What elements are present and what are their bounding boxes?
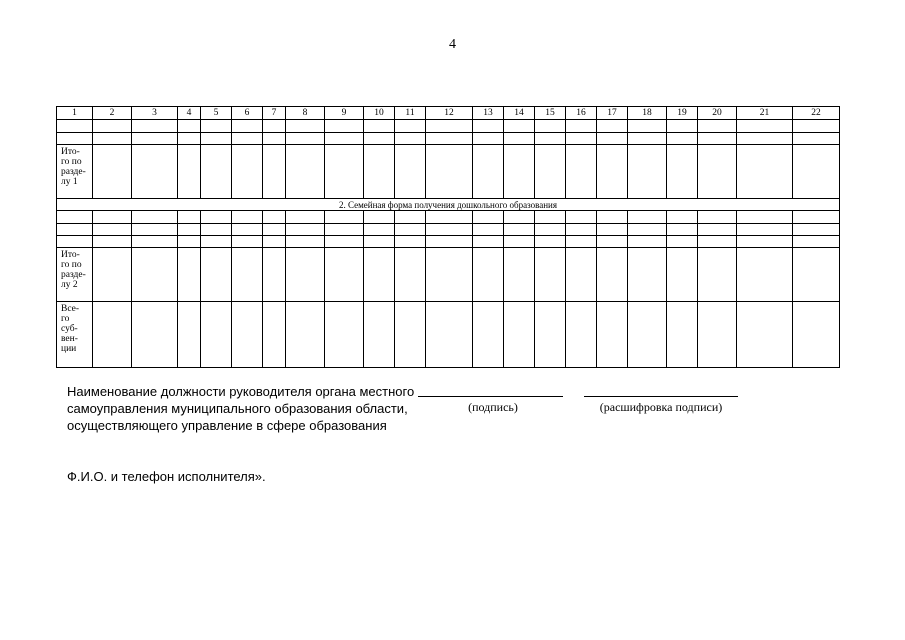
column-header: 15 xyxy=(535,107,566,120)
column-header: 16 xyxy=(566,107,597,120)
column-header: 2 xyxy=(93,107,132,120)
blank-row xyxy=(57,235,840,247)
signature-caption: (подпись) xyxy=(468,400,518,414)
total-section-1-row xyxy=(57,144,840,198)
executor-info-text: Ф.И.О. и телефон исполнителя». xyxy=(67,469,266,484)
column-header: 13 xyxy=(473,107,504,120)
section-2-row xyxy=(57,199,840,211)
column-header: 9 xyxy=(325,107,364,120)
column-header: 12 xyxy=(426,107,473,120)
total-section-1-label: Ито- го по разде- лу 1 xyxy=(57,144,93,198)
blank-row xyxy=(57,223,840,235)
signature-decoding-caption: (расшифровка подписи) xyxy=(599,400,723,414)
column-header: 14 xyxy=(504,107,535,120)
section-2-title: 2. Семейная форма получения дошкольного образования xyxy=(57,199,840,211)
column-header: 20 xyxy=(698,107,737,120)
grand-total-label: Все- го суб- вен- ции xyxy=(57,302,93,368)
signature-line xyxy=(418,396,563,397)
signature-decoding-line xyxy=(584,396,738,397)
column-header: 7 xyxy=(263,107,286,120)
column-header: 4 xyxy=(178,107,201,120)
column-header: 11 xyxy=(395,107,426,120)
page-number: 4 xyxy=(449,37,456,52)
column-header: 8 xyxy=(286,107,325,120)
column-header: 10 xyxy=(364,107,395,120)
total-section-2-row xyxy=(57,248,840,302)
column-header: 6 xyxy=(232,107,263,120)
column-header: 22 xyxy=(793,107,840,120)
column-header: 3 xyxy=(132,107,178,120)
column-header: 18 xyxy=(628,107,667,120)
column-number-row xyxy=(57,107,840,120)
column-header: 17 xyxy=(597,107,628,120)
blank-row xyxy=(57,120,840,132)
column-header: 21 xyxy=(737,107,793,120)
grand-total-row xyxy=(57,302,840,368)
blank-row xyxy=(57,211,840,223)
blank-row xyxy=(57,132,840,144)
column-header: 1 xyxy=(57,107,93,120)
report-table xyxy=(56,106,840,368)
position-title-text: Наименование должности руководителя органа местного самоуправления муниципального образования области, осуществляющего управление в сфере образования xyxy=(67,384,415,433)
column-header: 5 xyxy=(201,107,232,120)
total-section-2-label: Ито- го по разде- лу 2 xyxy=(57,248,93,302)
column-header: 19 xyxy=(667,107,698,120)
